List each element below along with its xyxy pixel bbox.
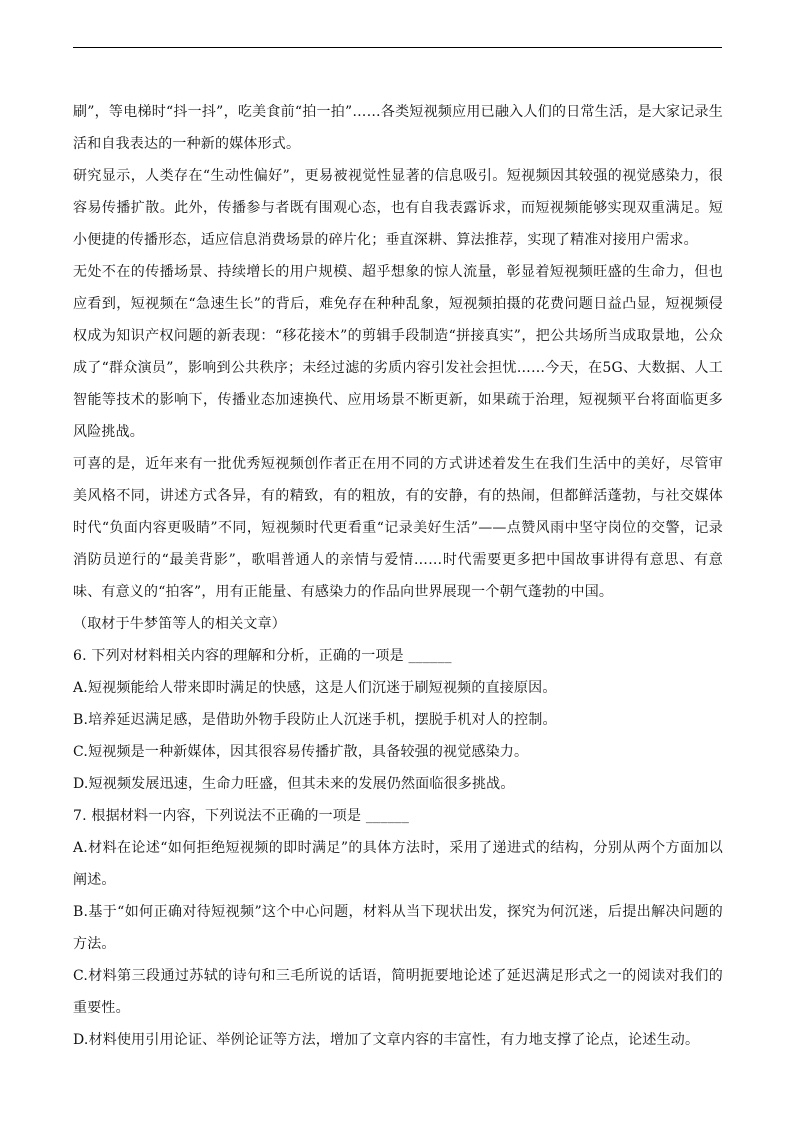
question-7-option-b: B.基于“如何正确对待短视频”这个中心问题，材料从当下现状出发，探究为何沉迷，后提出解决问题的方法。 [73,904,723,952]
question-7-stem: 7. 根据材料一内容，下列说法不正确的一项是 ______ [73,808,410,824]
article-paragraph-2: 研究显示，人类存在“生动性偏好”，更易被视觉性显著的信息吸引。短视频因其较强的视觉感染力，很容易传播扩散。此外，传播参与者既有围观心态，也有自我表露诉求，而短视频能够实现双重满足。短小便捷的传播形态，适应信息消费场景的碎片化；垂直深耕、算法推荐，实现了精准对接用户需求。 [73,168,723,248]
header-rule [73,47,722,48]
question-6-option-d: D.短视频发展迅速，生命力旺盛，但其未来的发展仍然面临很多挑战。 [73,776,515,792]
question-6-option-a: A.短视频能给人带来即时满足的快感，这是人们沉迷于刷短视频的直接原因。 [73,680,557,696]
question-6-stem: 6. 下列对材料相关内容的理解和分析，正确的一项是 ______ [73,648,452,664]
article-paragraph-3: 无处不在的传播场景、持续增长的用户规模、超乎想象的惊人流量，彰显着短视频旺盛的生命力，但也应看到，短视频在“急速生长”的背后，难免存在种种乱象，短视频拍摄的花费问题日益凸显，短视频侵权成为知识产权问题的新表现：“移花接木”的剪辑手段制造“拼接真实”，把公共场所当成取景地，公众成了“群众演员”，影响到公共秩序；未经过滤的劣质内容引发社会担忧……今天，在5G、大数据、人工智能等技术的影响下，传播业态加速换代、应用场景不断更新，如果疏于治理，短视频平台将面临更多风险挑战。 [73,264,723,440]
article-paragraph-4: 可喜的是，近年来有一批优秀短视频创作者正在用不同的方式讲述着发生在我们生活中的美好，尽管审美风格不同，讲述方式各异，有的精致，有的粗放，有的安静，有的热闹，但都鲜活蓬勃，与社交媒体时代“负面内容更吸睛”不同，短视频时代更看重“记录美好生活”——点赞风雨中坚守岗位的交警，记录消防员逆行的“最美背影”，歌唱普通人的亲情与爱情……时代需要更多把中国故事讲得有意思、有意味、有意义的“拍客”，用有正能量、有感染力的作品向世界展现一个朝气蓬勃的中国。 [73,456,723,600]
question-7-option-d: D.材料使用引用论证、举例论证等方法，增加了文章内容的丰富性，有力地支撑了论点，论述生动。 [73,1032,700,1048]
question-7-option-a: A.材料在论述“如何拒绝短视频的即时满足”的具体方法时，采用了递进式的结构，分别从两个方面加以阐述。 [73,840,723,888]
source-note: （取材于牛梦笛等人的相关文章） [73,616,286,632]
page-content [73,96,723,1056]
question-7-option-c: C.材料第三段通过苏轼的诗句和三毛所说的话语，简明扼要地论述了延迟满足形式之一的阅读对我们的重要性。 [73,968,723,1016]
question-6-option-c: C.短视频是一种新媒体，因其很容易传播扩散，具备较强的视觉感染力。 [73,744,529,760]
question-6-option-b: B.培养延迟满足感，是借助外物手段防止人沉迷手机，摆脱手机对人的控制。 [73,712,557,728]
article-paragraph-1: 刷”，等电梯时“抖一抖”，吃美食前“拍一拍”……各类短视频应用已融入人们的日常生活，是大家记录生活和自我表达的一种新的媒体形式。 [73,104,723,152]
